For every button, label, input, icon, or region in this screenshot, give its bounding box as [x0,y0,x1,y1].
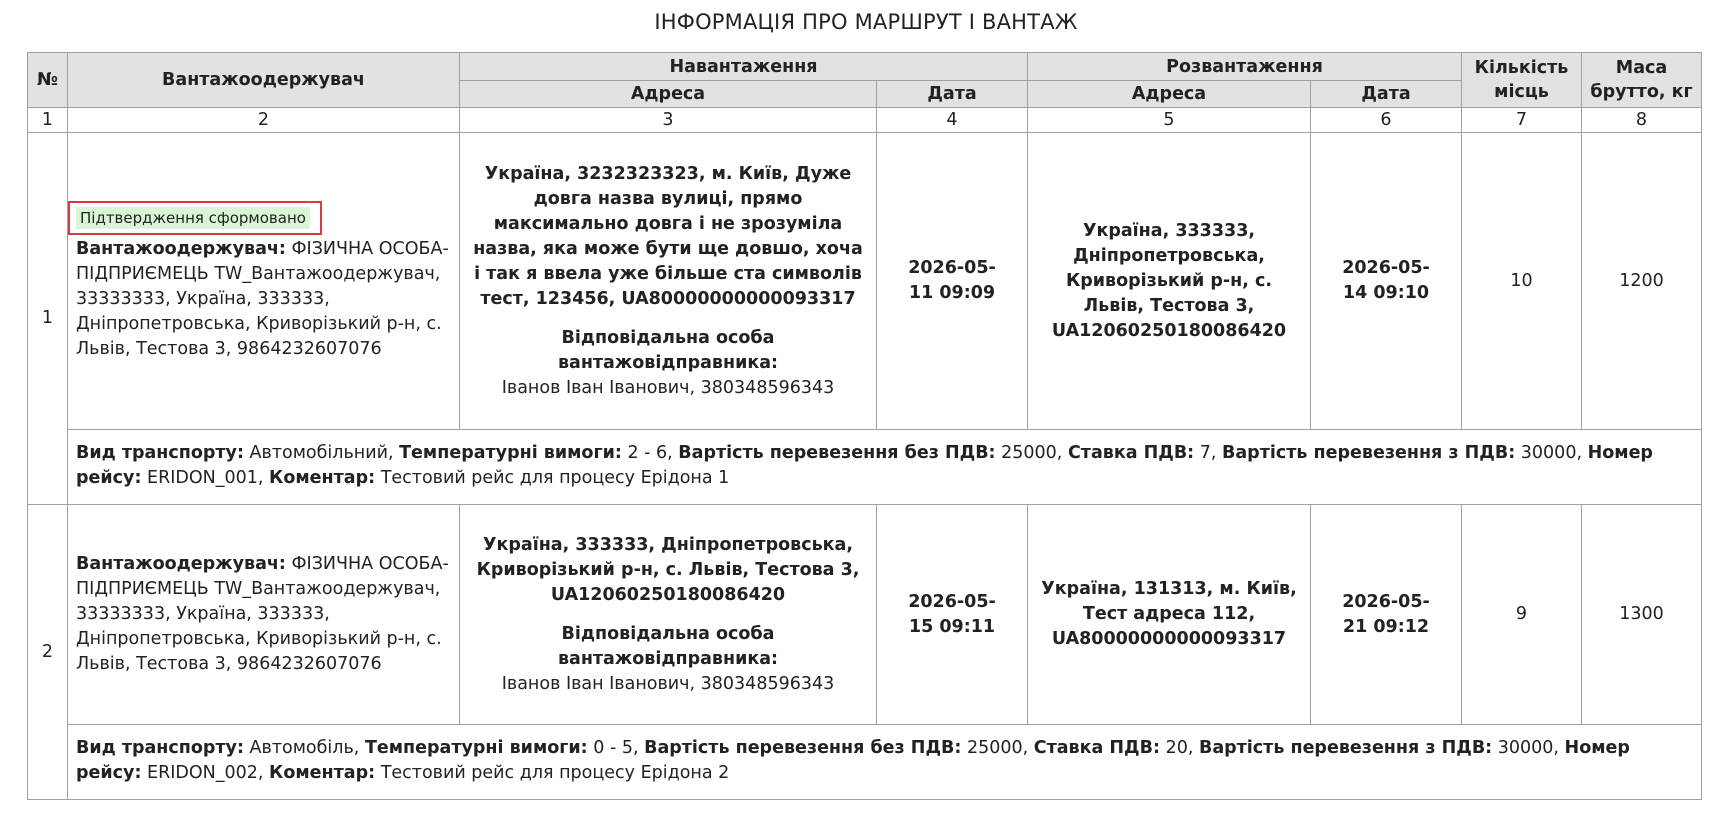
route-cargo-table [27,52,1702,800]
load-date: 2026-05-15 09:11 [877,505,1028,725]
unload-address: Україна, 333333, Дніпропетровська, Криворізький р-н, с. Львів, Тестова 3, UA12060250180086420 [1028,133,1311,430]
header-num: № [28,53,68,108]
consignee-text: ФІЗИЧНА ОСОБА-ПІДПРИЄМЕЦЬ TW_Вантажоодержувач, 33333333, Україна, 333333, Дніпропетровська, Криворізький р-н, с. Львів, Тестова 3, 9864232607076 [76,238,449,359]
temp-label: Температурні вимоги: [399,442,622,463]
comment-label: Коментар: [269,763,376,783]
unload-address: Україна, 131313, м. Київ, Тест адреса 112, UA80000000000093317 [1028,505,1311,725]
column-number: 3 [460,108,877,133]
load-address-cell [460,505,877,725]
header-load-date: Дата [877,81,1028,108]
flight-value: ERIDON_002, [147,763,264,783]
responsible-label: Відповідальна особа вантажовідправника: [557,623,779,669]
vat-value: 7, [1199,442,1217,463]
temp-label: Температурні вимоги: [364,737,588,758]
header-places: Кількість місць [1462,53,1582,108]
places: 10 [1462,133,1582,430]
cost-vat-value: 30000, [1497,737,1559,758]
confirmation-badge-label: Підтвердження сформовано [76,207,310,229]
column-number: 8 [1582,108,1702,133]
consignee-label: Вантажоодержувач: [76,238,286,259]
transport-type: Автомобіль, [249,737,360,758]
cost-vat-label: Вартість перевезення з ПДВ: [1198,737,1493,758]
table-row [28,505,1702,725]
cost-value: 25000, [966,737,1029,758]
column-number: 4 [877,108,1028,133]
transport-row [28,725,1702,800]
column-number-row [28,108,1702,133]
transport-details [68,430,1702,505]
row-number: 2 [28,505,68,800]
mass: 1200 [1582,133,1702,430]
load-address: Україна, 333333, Дніпропетровська, Криворізький р-н, с. Львів, Тестова 3, UA12060250180086420 [476,534,860,605]
mass: 1300 [1582,505,1702,725]
column-number: 5 [1028,108,1311,133]
cost-value: 25000, [1001,442,1063,463]
vat-value: 20, [1165,737,1194,758]
transport-type-label: Вид транспорту: [76,442,244,463]
temp-value: 0 - 5, [593,737,639,758]
transport-type-label: Вид транспорту: [76,737,244,758]
column-number: 1 [28,108,68,133]
load-address-cell [460,133,877,430]
page-title: ІНФОРМАЦІЯ ПРО МАРШРУТ І ВАНТАЖ [654,10,1078,34]
flight-value: ERIDON_001, [147,468,264,488]
cost-vat-value: 30000, [1520,442,1583,463]
cost-label: Вартість перевезення без ПДВ: [678,442,996,463]
flight-label: Номер рейсу: [76,442,1653,488]
cost-label: Вартість перевезення без ПДВ: [644,737,962,758]
consignee-cell [68,133,460,430]
consignee-label: Вантажоодержувач: [76,554,286,574]
unload-date: 2026-05-21 09:12 [1311,505,1462,725]
consignee-cell [68,505,460,725]
consignee-text: ФІЗИЧНА ОСОБА-ПІДПРИЄМЕЦЬ TW_Вантажоодержувач, 33333333, Україна, 333333, Дніпропетровська, Криворізький р-н, с. Львів, Тестова 3, 9864232607076 [76,554,449,674]
comment-label: Коментар: [269,468,376,488]
header-load-address: Адреса [460,81,877,108]
unload-date: 2026-05-14 09:10 [1311,133,1462,430]
header-consignee: Вантажоодержувач [68,53,460,108]
comment-value: Тестовий рейс для процесу Ерідона 1 [380,468,730,488]
column-number: 2 [68,108,460,133]
header-loading: Навантаження [460,53,1028,81]
responsible-label: Відповідальна особа вантажовідправника: [557,327,779,373]
column-number: 6 [1311,108,1462,133]
transport-row [28,430,1702,505]
responsible-name: Іванов Іван Іванович, 380348596343 [501,673,835,694]
responsible-name: Іванов Іван Іванович, 380348596343 [501,377,835,398]
confirmation-badge[interactable] [68,201,322,235]
header-unloading: Розвантаження [1028,53,1462,81]
header-mass: Маса брутто, кг [1582,53,1702,108]
table-row [28,133,1702,430]
flight-label: Номер рейсу: [76,737,1630,783]
column-number: 7 [1462,108,1582,133]
header-unload-date: Дата [1311,81,1462,108]
load-address: Україна, 3232323323, м. Київ, Дуже довга назва вулиці, прямо максимально довга і не зрозуміла назва, яка може бути ще довшо, хоча і так я ввела уже більше ста символів тест, 123456, UA80000000000093317 [473,163,863,309]
comment-value: Тестовий рейс для процесу Ерідона 2 [380,763,730,783]
header-unload-address: Адреса [1028,81,1311,108]
transport-details [68,725,1702,800]
temp-value: 2 - 6, [627,442,673,463]
transport-type: Автомобільний, [249,442,394,463]
vat-label: Ставка ПДВ: [1067,442,1195,463]
cost-vat-label: Вартість перевезення з ПДВ: [1222,442,1516,463]
vat-label: Ставка ПДВ: [1033,737,1160,758]
row-number: 1 [28,133,68,505]
load-date: 2026-05-11 09:09 [877,133,1028,430]
places: 9 [1462,505,1582,725]
